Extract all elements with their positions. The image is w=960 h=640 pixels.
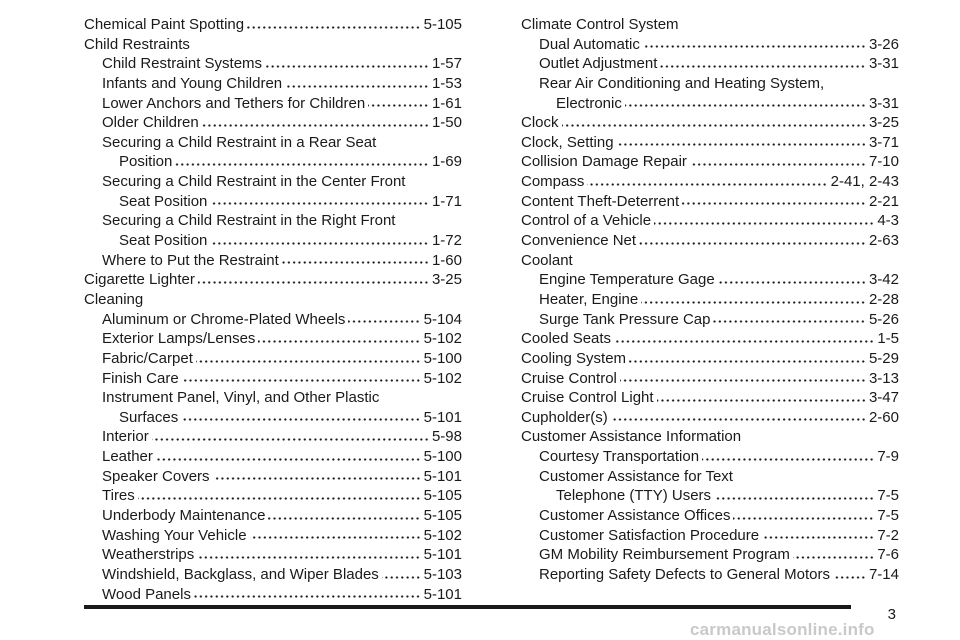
index-entry: [84, 290, 462, 310]
index-term: Cigarette Lighter: [84, 271, 195, 289]
index-entry-line: [521, 310, 899, 330]
index-entry-line: [84, 467, 462, 487]
index-page-ref: 1-61: [431, 94, 462, 112]
index-entry: [84, 94, 462, 114]
index-entry-line: [84, 486, 462, 506]
index-term: Customer Satisfaction Procedure: [539, 526, 760, 544]
index-entry-line: [521, 113, 899, 133]
index-entry-line: [521, 133, 899, 153]
index-page-ref: 5-105: [423, 487, 462, 505]
index-page-ref: 5-102: [423, 330, 462, 348]
index-entry: [521, 211, 899, 231]
index-term: Finish Care: [102, 369, 179, 387]
index-entry: [84, 467, 462, 487]
index-entry: [521, 192, 899, 212]
index-entry: [84, 251, 462, 271]
index-entry: [521, 270, 899, 290]
index-term: Rear Air Conditioning and Heating System,: [539, 74, 825, 92]
leader-dots: [175, 162, 429, 167]
index-page-ref: 2-41, 2-43: [830, 173, 899, 191]
index-entry-line: [84, 152, 462, 172]
index-page-ref: 1-72: [431, 232, 462, 250]
index-entry-line: [84, 15, 462, 35]
index-entry: [521, 427, 899, 447]
leader-dots: [194, 594, 421, 599]
leader-dots: [643, 44, 866, 49]
index-term: Older Children: [102, 114, 199, 132]
index-entry: [521, 133, 899, 153]
leader-dots: [198, 280, 429, 285]
index-entry-line: [84, 290, 462, 310]
index-entry-line: [521, 408, 899, 428]
index-entry-line: [84, 35, 462, 55]
index-entry: [84, 545, 462, 565]
index-entry-line: [84, 74, 462, 94]
index-term: Cupholder(s): [521, 408, 608, 426]
index-term: Seat Position: [119, 192, 208, 210]
leader-dots: [793, 555, 874, 560]
index-term: Customer Assistance for Text: [539, 467, 733, 485]
index-page-ref: 1-50: [431, 114, 462, 132]
leader-dots: [657, 398, 866, 403]
index-entry: [84, 270, 462, 290]
index-page-ref: 1-57: [431, 55, 462, 73]
index-term: Wood Panels: [102, 585, 191, 603]
index-entry-line: [521, 486, 899, 506]
index-term: Cleaning: [84, 290, 144, 308]
leader-dots: [138, 496, 421, 501]
index-term: Infants and Young Children: [102, 74, 283, 92]
index-entry: [84, 310, 462, 330]
index-term: Where to Put the Restraint: [102, 251, 279, 269]
watermark-text: carmanualsonline.info: [690, 620, 875, 639]
index-term: Coolant: [521, 251, 573, 269]
index-term: Customer Assistance Information: [521, 428, 742, 446]
leader-dots: [654, 221, 874, 226]
index-entry-line: [84, 388, 462, 408]
index-entry: [84, 172, 462, 211]
index-entry: [521, 329, 899, 349]
leader-dots: [265, 64, 429, 69]
index-column-right: [521, 15, 899, 585]
index-entry: [521, 506, 899, 526]
index-entry-line: [521, 15, 899, 35]
index-entry-line: [521, 565, 899, 585]
index-entry-line: [521, 467, 899, 487]
index-entry: [84, 526, 462, 546]
index-entry: [521, 369, 899, 389]
leader-dots: [690, 162, 866, 167]
leader-dots: [210, 241, 429, 246]
index-entry: [84, 427, 462, 447]
index-column-left: [84, 15, 462, 604]
index-page-ref: 5-101: [423, 546, 462, 564]
index-term: Content Theft-Deterrent: [521, 192, 680, 210]
index-entry: [521, 447, 899, 467]
index-entry-line: [521, 251, 899, 271]
index-entry: [521, 349, 899, 369]
index-page-ref: 3-31: [868, 94, 899, 112]
index-entry: [521, 152, 899, 172]
index-entry: [84, 506, 462, 526]
index-page-ref: 1-53: [431, 74, 462, 92]
index-entry-line: [521, 545, 899, 565]
index-entry: [521, 35, 899, 55]
index-entry: [521, 15, 899, 35]
index-entry-line: [521, 329, 899, 349]
index-term: Tires: [102, 487, 135, 505]
leader-dots: [617, 142, 866, 147]
index-entry-line: [84, 408, 462, 428]
index-term: Heater, Engine: [539, 290, 639, 308]
index-page-ref: 1-5: [877, 330, 899, 348]
index-entry: [84, 565, 462, 585]
index-entry-line: [84, 329, 462, 349]
index-term: Cruise Control: [521, 369, 617, 387]
index-entry-line: [84, 251, 462, 271]
leader-dots: [182, 378, 421, 383]
index-entry-line: [521, 427, 899, 447]
index-entry-line: [84, 192, 462, 212]
index-term: Instrument Panel, Vinyl, and Other Plastic: [102, 389, 380, 407]
index-entry: [521, 113, 899, 133]
index-page-ref: 2-63: [868, 232, 899, 250]
index-entry-line: [84, 349, 462, 369]
index-term: Reporting Safety Defects to General Motors: [539, 565, 830, 583]
leader-dots: [368, 103, 429, 108]
index-entry-line: [521, 231, 899, 251]
index-page-ref: 2-28: [868, 290, 899, 308]
index-term: Weatherstrips: [102, 546, 195, 564]
index-entry-line: [521, 270, 899, 290]
index-entry-line: [84, 172, 462, 192]
index-entry: [521, 526, 899, 546]
leader-dots: [682, 201, 866, 206]
index-page-ref: 5-101: [423, 467, 462, 485]
index-entry-line: [84, 545, 462, 565]
index-entry: [521, 290, 899, 310]
index-term: Courtesy Transportation: [539, 448, 700, 466]
index-entry: [521, 467, 899, 506]
index-term: Child Restraint Systems: [102, 55, 263, 73]
index-page-ref: 1-69: [431, 153, 462, 171]
footer-rule: [84, 605, 851, 609]
leader-dots: [718, 280, 866, 285]
index-entry: [84, 74, 462, 94]
index-term: Child Restraints: [84, 35, 190, 53]
index-term: Surge Tank Pressure Cap: [539, 310, 711, 328]
index-page-ref: 2-21: [868, 192, 899, 210]
index-term: Securing a Child Restraint in the Right Front: [102, 212, 396, 230]
index-page-ref: 3-42: [868, 271, 899, 289]
index-term: Position: [119, 153, 173, 171]
leader-dots: [620, 378, 866, 383]
index-entry-line: [84, 113, 462, 133]
leader-dots: [196, 359, 421, 364]
index-term: Lower Anchors and Tethers for Children: [102, 94, 366, 112]
index-term: Compass: [521, 173, 585, 191]
index-entry-line: [521, 290, 899, 310]
leader-dots: [702, 457, 874, 462]
index-entry: [521, 231, 899, 251]
index-entry-line: [84, 369, 462, 389]
leader-dots: [639, 241, 866, 246]
index-term: Leather: [102, 448, 153, 466]
index-term: Engine Temperature Gage: [539, 271, 715, 289]
index-entry: [521, 388, 899, 408]
leader-dots: [348, 319, 420, 324]
index-term: Electronic: [556, 94, 622, 112]
index-term: Clock, Setting: [521, 133, 614, 151]
index-entry-line: [521, 172, 899, 192]
index-entry-line: [84, 506, 462, 526]
index-entry: [84, 369, 462, 389]
index-entry: [84, 211, 462, 250]
index-page-ref: 5-100: [423, 349, 462, 367]
index-page-ref: 5-101: [423, 408, 462, 426]
index-page-ref: 7-10: [868, 153, 899, 171]
index-term: Cooled Seats: [521, 330, 612, 348]
index-page-ref: 5-100: [423, 448, 462, 466]
leader-dots: [629, 359, 866, 364]
leader-dots: [382, 575, 421, 580]
index-page-ref: 7-5: [877, 507, 899, 524]
index-term: Aluminum or Chrome-Plated Wheels: [102, 310, 346, 328]
index-entry-line: [521, 211, 899, 231]
leader-dots: [258, 339, 420, 344]
index-page-ref: 5-29: [868, 349, 899, 367]
index-page-ref: 5-101: [423, 585, 462, 603]
index-term: Cruise Control Light: [521, 389, 654, 407]
index-entry-line: [521, 94, 899, 114]
index-entry-line: [521, 74, 899, 94]
index-page-ref: 5-104: [423, 310, 462, 328]
index-entry: [521, 408, 899, 428]
index-entry-line: [84, 447, 462, 467]
index-entry-line: [84, 310, 462, 330]
leader-dots: [660, 64, 866, 69]
index-entry-line: [521, 447, 899, 467]
index-page-ref: 3-47: [868, 389, 899, 407]
index-entry-line: [521, 54, 899, 74]
leader-dots: [247, 25, 421, 30]
index-term: Outlet Adjustment: [539, 55, 658, 73]
index-entry-line: [84, 211, 462, 231]
index-term: Control of a Vehicle: [521, 212, 652, 230]
index-page-ref: 5-26: [868, 310, 899, 328]
leader-dots: [625, 103, 866, 108]
index-page-ref: 3-25: [868, 114, 899, 132]
index-page-ref: 3-13: [868, 369, 899, 387]
index-entry-line: [521, 388, 899, 408]
index-term: Securing a Child Restraint in the Center Front: [102, 173, 406, 191]
index-entry: [84, 585, 462, 605]
page-number: 3: [887, 606, 896, 623]
index-term: Cooling System: [521, 349, 627, 367]
index-entry-line: [84, 585, 462, 605]
leader-dots: [210, 201, 429, 206]
leader-dots: [733, 516, 874, 521]
leader-dots: [152, 437, 429, 442]
index-page-ref: 4-3: [877, 212, 899, 230]
index-entry-line: [521, 506, 899, 526]
index-page-ref: 5-102: [423, 369, 462, 387]
index-term: Climate Control System: [521, 15, 679, 33]
index-entry: [521, 172, 899, 192]
index-entry-line: [84, 565, 462, 585]
leader-dots: [268, 516, 420, 521]
index-term: Telephone (TTY) Users: [556, 487, 712, 505]
index-page-ref: 3-25: [431, 271, 462, 289]
index-entry: [84, 54, 462, 74]
index-entry-line: [521, 349, 899, 369]
index-entry-line: [521, 526, 899, 546]
index-page-ref: 3-71: [868, 133, 899, 151]
index-entry: [84, 35, 462, 55]
index-entry: [84, 447, 462, 467]
index-term: Chemical Paint Spotting: [84, 15, 245, 33]
index-entry-line: [521, 35, 899, 55]
leader-dots: [713, 319, 865, 324]
index-term: Underbody Maintenance: [102, 507, 266, 524]
leader-dots: [562, 123, 866, 128]
index-page-ref: 1-60: [431, 251, 462, 269]
index-term: Clock: [521, 114, 559, 132]
index-entry: [521, 310, 899, 330]
index-term: Customer Assistance Offices: [539, 507, 731, 524]
index-entry-line: [84, 427, 462, 447]
index-page-ref: 7-14: [868, 565, 899, 583]
index-entry-line: [521, 192, 899, 212]
index-page-ref: 7-6: [877, 546, 899, 564]
leader-dots: [250, 535, 421, 540]
index-term: Dual Automatic: [539, 35, 640, 53]
index-term: Collision Damage Repair: [521, 153, 687, 171]
index-entry: [84, 486, 462, 506]
index-entry-line: [84, 94, 462, 114]
index-entry-line: [521, 152, 899, 172]
index-term: Convenience Net: [521, 232, 637, 250]
index-page-ref: 5-105: [423, 15, 462, 33]
index-page-ref: 7-9: [877, 448, 899, 466]
leader-dots: [181, 417, 420, 422]
leader-dots: [202, 123, 429, 128]
index-page-ref: 3-31: [868, 55, 899, 73]
index-page-ref: 2-60: [868, 408, 899, 426]
leader-dots: [156, 457, 421, 462]
leader-dots: [714, 496, 874, 501]
index-entry-line: [84, 54, 462, 74]
index-page-ref: 3-26: [868, 35, 899, 53]
index-term: GM Mobility Reimbursement Program: [539, 546, 790, 564]
leader-dots: [611, 417, 866, 422]
leader-dots: [197, 555, 420, 560]
index-entry-line: [84, 133, 462, 153]
index-page-ref: 7-2: [877, 526, 899, 544]
leader-dots: [833, 575, 866, 580]
index-entry: [521, 54, 899, 74]
index-entry: [521, 545, 899, 565]
leader-dots: [762, 535, 874, 540]
index-entry: [521, 251, 899, 271]
index-page-ref: 5-103: [423, 565, 462, 583]
index-term: Windshield, Backglass, and Wiper Blades: [102, 565, 379, 583]
index-entry: [84, 133, 462, 172]
index-entry-line: [84, 231, 462, 251]
index-page-ref: 5-105: [423, 507, 462, 524]
index-page-ref: 5-98: [431, 428, 462, 446]
index-term: Speaker Covers: [102, 467, 210, 485]
leader-dots: [587, 182, 827, 187]
index-term: Securing a Child Restraint in a Rear Seat: [102, 133, 377, 151]
index-term: Surfaces: [119, 408, 179, 426]
index-page-ref: 5-102: [423, 526, 462, 544]
index-entry: [84, 349, 462, 369]
leader-dots: [285, 84, 429, 89]
index-page-ref: 1-71: [431, 192, 462, 210]
leader-dots: [213, 476, 421, 481]
index-entry: [84, 113, 462, 133]
index-entry-line: [521, 369, 899, 389]
leader-dots: [641, 300, 866, 305]
index-entry: [84, 329, 462, 349]
index-entry-line: [84, 270, 462, 290]
index-entry: [521, 565, 899, 585]
leader-dots: [282, 260, 429, 265]
leader-dots: [614, 339, 874, 344]
index-entry: [521, 74, 899, 113]
index-term: Exterior Lamps/Lenses: [102, 330, 256, 348]
index-term: Interior: [102, 428, 149, 446]
index-page-ref: 7-5: [877, 487, 899, 505]
index-term: Washing Your Vehicle: [102, 526, 247, 544]
index-term: Seat Position: [119, 232, 208, 250]
index-term: Fabric/Carpet: [102, 349, 193, 367]
index-entry-line: [84, 526, 462, 546]
index-entry: [84, 15, 462, 35]
index-entry: [84, 388, 462, 427]
